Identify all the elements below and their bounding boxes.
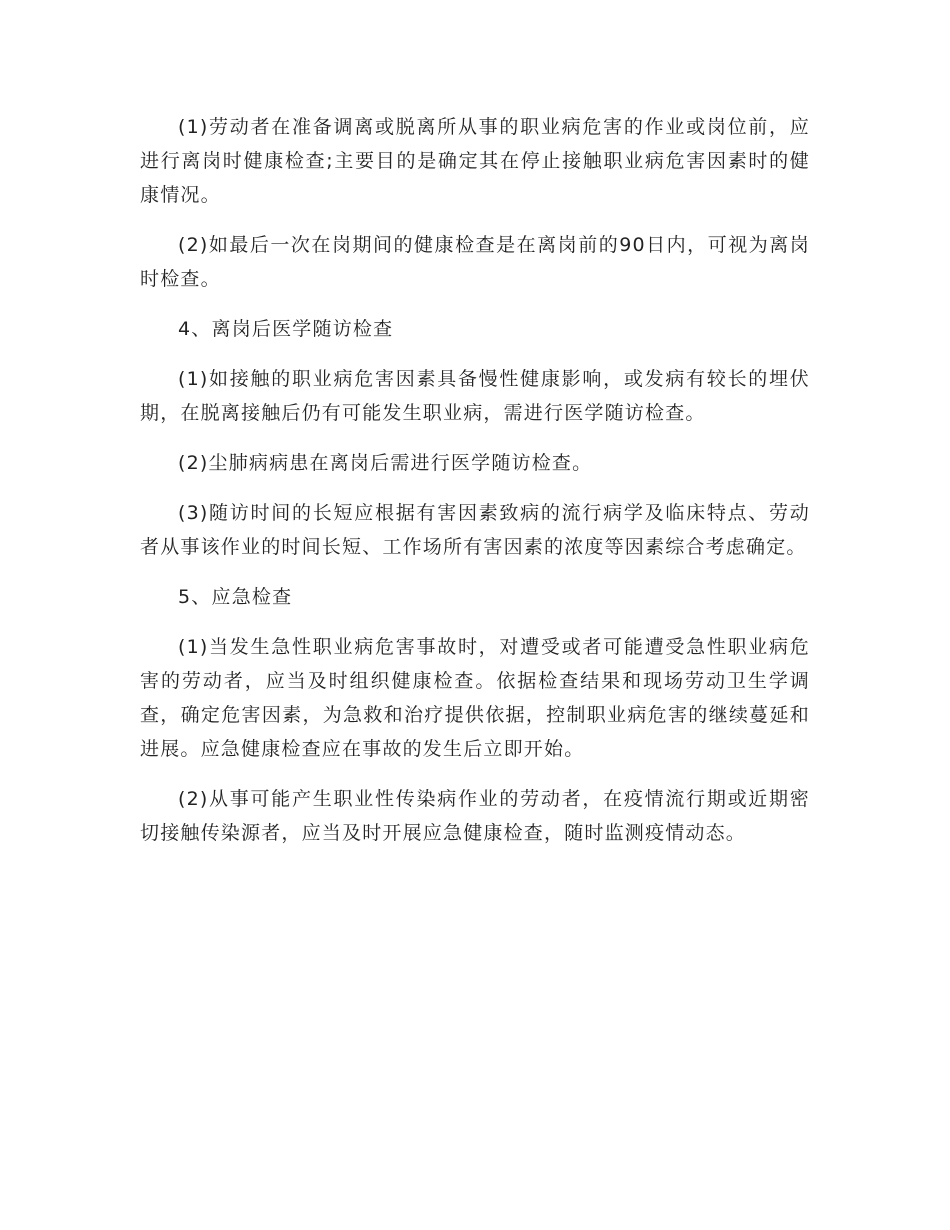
section-heading-post-departure-followup: 4、离岗后医学随访检查 xyxy=(178,318,394,340)
document-body xyxy=(140,110,810,866)
paragraph-chronic-effects-followup: (1)如接触的职业病危害因素具备慢性健康影响，或发病有较长的埋伏期，在脱离接触后仍有可能发生职业病，需进行医学随访检查。 xyxy=(140,368,810,424)
paragraph-infectious-disease-exam: (2)从事可能产生职业性传染病作业的劳动者，在疫情流行期或近期密切接触传染源者，应当及时开展应急健康检查，随时监测疫情动态。 xyxy=(140,788,810,844)
paragraph-followup-duration: (3)随访时间的长短应根据有害因素致病的流行病学及临床特点、劳动者从事该作业的时间长短、工作场所有害因素的浓度等因素综合考虑确定。 xyxy=(140,502,810,558)
paragraph-acute-incident-exam: (1)当发生急性职业病危害事故时，对遭受或者可能遭受急性职业病危害的劳动者，应当及时组织健康检查。依据检查结果和现场劳动卫生学调查，确定危害因素，为急救和治疗提供依据，控制职业病危害的继续蔓延和进展。应急健康检查应在事故的发生后立即开始。 xyxy=(140,636,810,760)
paragraph-pneumoconiosis-followup: (2)尘肺病病患在离岗后需进行医学随访检查。 xyxy=(178,452,593,474)
paragraph-departure-exam: (1)劳动者在准备调离或脱离所从事的职业病危害的作业或岗位前，应进行离岗时健康检查;主要目的是确定其在停止接触职业病危害因素时的健康情况。 xyxy=(140,116,810,206)
section-heading-emergency-exam: 5、应急检查 xyxy=(178,586,293,608)
paragraph-last-exam-90-days: (2)如最后一次在岗期间的健康检查是在离岗前的90日内，可视为离岗时检查。 xyxy=(140,234,810,290)
